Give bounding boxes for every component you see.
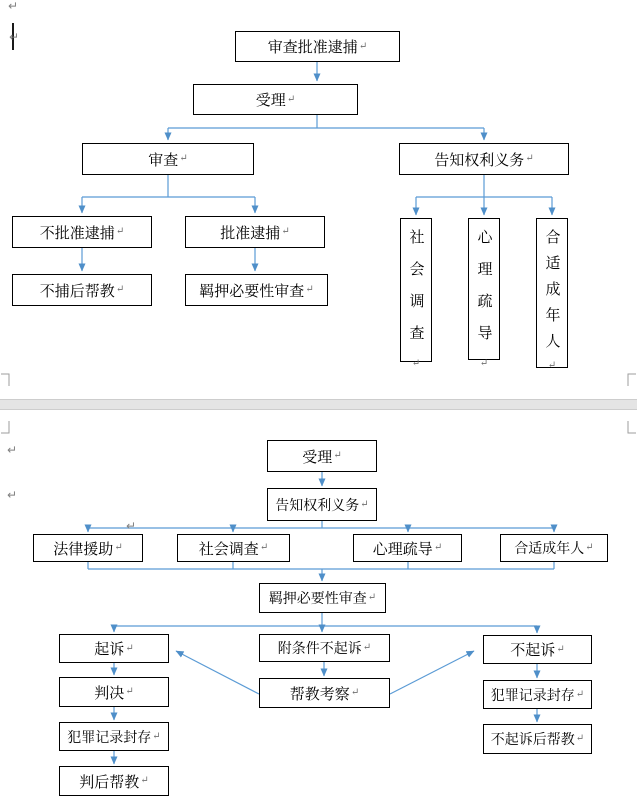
return-mark-icon: ↵ (152, 730, 161, 742)
node-inform-rights-p1[interactable] (399, 143, 569, 175)
node-appropriate-adult-p1[interactable] (536, 218, 568, 371)
node-label: 受理 (302, 449, 333, 466)
return-mark-icon: ↵ (546, 360, 558, 371)
node-label: 受理 (255, 93, 286, 109)
node-social-investigation-p2[interactable] (177, 534, 290, 562)
node-label: 羁押必要性审查 (268, 592, 367, 607)
node-label: 起诉 (94, 642, 125, 658)
node-label: 审查批准逮捕 (267, 40, 358, 56)
node-psych-counseling-p1[interactable] (468, 218, 500, 369)
node-label: 社会调查 (198, 541, 259, 558)
return-mark-icon: ↵ (358, 40, 368, 52)
return-mark-icon: ↵ (525, 153, 534, 164)
return-mark-icon: ↵ (350, 687, 360, 698)
node-non-prosecution-aftercare[interactable] (483, 724, 592, 754)
node-psych-counseling-p2[interactable] (353, 534, 462, 562)
return-mark-icon: ↵ (140, 775, 149, 786)
node-label: 批准逮捕 (220, 225, 281, 242)
node-non-prosecution[interactable] (483, 635, 592, 664)
node-appropriate-adult-p2[interactable] (500, 534, 608, 562)
node-prosecute[interactable] (59, 634, 169, 663)
node-inform-rights-p2[interactable] (267, 488, 377, 521)
node-disapprove-arrest[interactable] (12, 216, 152, 248)
node-label: 审查 (148, 152, 179, 169)
return-mark-icon: ↵ (575, 688, 585, 700)
node-review-arrest[interactable] (235, 31, 400, 62)
return-mark-icon: ↵ (305, 284, 314, 295)
node-label: 犯罪记录封存 (490, 688, 575, 704)
return-mark-icon: ↵ (114, 542, 123, 553)
node-post-judgment-aftercare[interactable] (59, 766, 169, 796)
return-mark-icon: ↵ (286, 93, 296, 105)
node-label: 心理疏导 (475, 229, 492, 357)
node-label: 判决 (94, 685, 125, 702)
return-mark-icon: ↵ (575, 733, 585, 744)
node-custody-review-p2[interactable] (259, 583, 386, 613)
return-mark-icon: ↵ (362, 642, 372, 653)
node-accept-p2[interactable] (267, 440, 377, 472)
paragraph-mark-icon: ↵ (7, 443, 18, 457)
return-mark-icon: ↵ (281, 226, 290, 237)
return-mark-icon: ↵ (259, 542, 269, 553)
node-legal-aid[interactable] (33, 534, 143, 562)
paragraph-mark-icon: ↵ (126, 519, 137, 533)
node-accept-p1[interactable] (193, 84, 358, 115)
node-conditional-non-prosecution[interactable] (259, 634, 390, 662)
node-label: 法律援助 (53, 541, 114, 558)
node-label: 不捕后帮教 (39, 283, 115, 300)
node-custody-review-p1[interactable] (185, 274, 328, 306)
return-mark-icon: ↵ (115, 226, 125, 237)
node-label: 心理疏导 (372, 541, 433, 558)
node-label: 告知权利义务 (275, 498, 360, 514)
paragraph-mark-icon: ↵ (8, 0, 19, 13)
node-judgment[interactable] (59, 677, 169, 707)
return-mark-icon: ↵ (367, 592, 377, 603)
return-mark-icon: ↵ (585, 542, 594, 553)
return-mark-icon: ↵ (179, 153, 188, 164)
vertical-text (406, 229, 427, 369)
node-label: 帮教考察 (289, 686, 350, 703)
return-mark-icon: ↵ (115, 284, 125, 295)
return-mark-icon: ↵ (433, 542, 443, 553)
node-label: 告知权利义务 (434, 152, 525, 169)
return-mark-icon: ↵ (125, 686, 134, 697)
return-mark-icon: ↵ (360, 498, 369, 510)
node-approve-arrest[interactable] (185, 216, 325, 248)
paragraph-mark-icon: ↵ (9, 30, 20, 44)
node-label: 社会调查 (407, 229, 424, 357)
paragraph-mark-icon: ↵ (7, 488, 18, 502)
node-review[interactable] (82, 143, 254, 175)
node-record-seal-right[interactable] (483, 680, 592, 709)
node-no-arrest-aftercare[interactable] (12, 274, 152, 306)
return-mark-icon: ↵ (556, 643, 565, 655)
return-mark-icon: ↵ (333, 450, 342, 461)
node-probation-observation[interactable] (259, 678, 390, 708)
node-label: 合适成年人 (514, 542, 585, 557)
page-break-separator (0, 399, 637, 410)
node-label: 不起诉 (510, 643, 556, 659)
node-label: 判后帮教 (79, 774, 140, 791)
return-mark-icon: ↵ (478, 358, 490, 369)
return-mark-icon: ↵ (125, 642, 134, 654)
vertical-text (542, 229, 563, 371)
node-label: 合适成年人 (543, 229, 560, 359)
node-label: 羁押必要性审查 (199, 283, 305, 300)
node-label: 附条件不起诉 (277, 642, 362, 657)
return-mark-icon: ↵ (410, 358, 422, 369)
node-label: 不起诉后帮教 (490, 733, 575, 748)
node-record-seal-left[interactable] (59, 722, 169, 751)
node-social-investigation-p1[interactable] (400, 218, 432, 369)
node-label: 不批准逮捕 (39, 225, 115, 242)
vertical-text (474, 229, 495, 369)
node-label: 犯罪记录封存 (67, 730, 152, 746)
